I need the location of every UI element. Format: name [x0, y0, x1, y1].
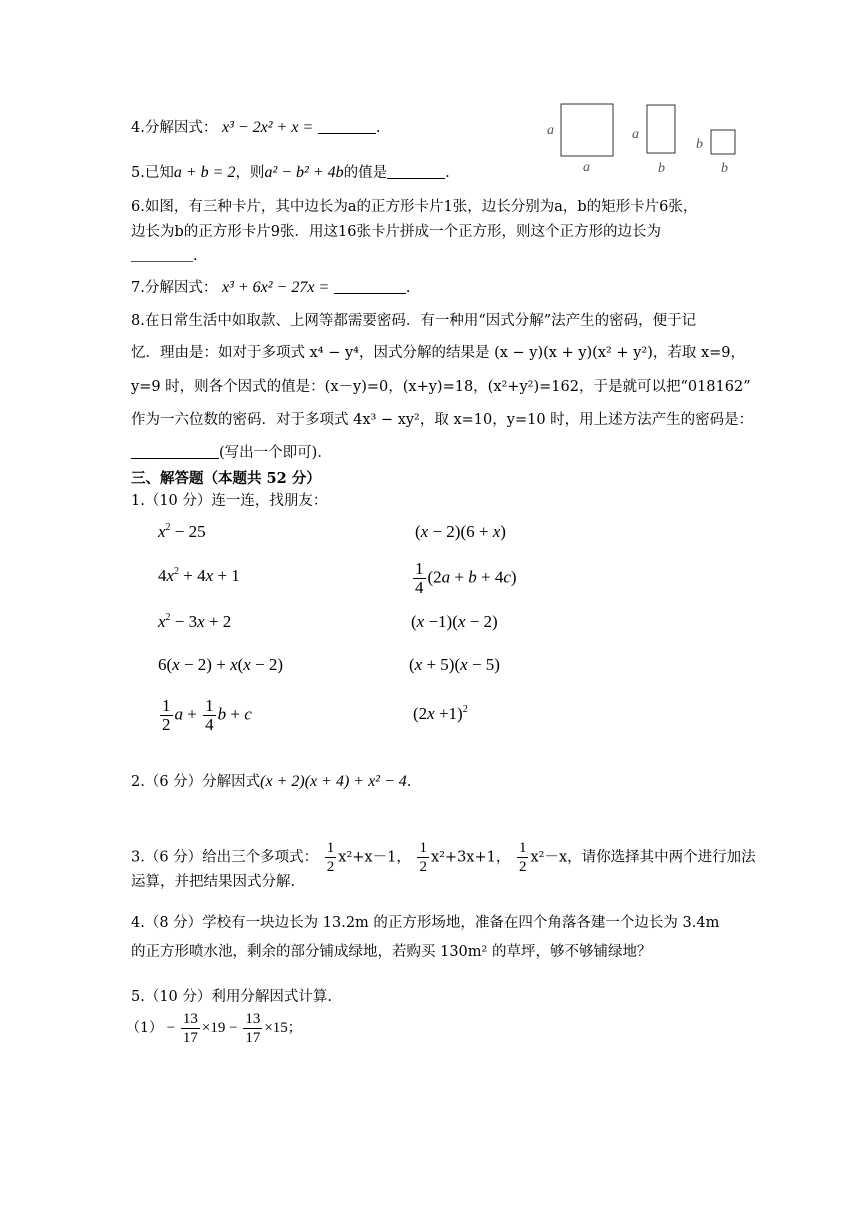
label-b-left: b	[696, 137, 703, 152]
q2: 2.（6 分）分解因式(x + 2)(x + 4) + x² − 4.	[131, 773, 412, 790]
fill-q8-line1: 8.在日常生活中如取款、上网等都需要密码．有一种用“因式分解”法产生的密码，便于记	[131, 313, 697, 329]
fill-q6-line3: .	[131, 246, 198, 266]
fill-q8-line2: 忆．理由是：如对于多项式 x⁴ − y⁴，因式分解的结果是 (x − y)(x + y)(x² + y²)，若取 x=9，	[131, 345, 746, 361]
label-a-left: a	[547, 123, 554, 138]
match-right-4[interactable]: (x + 5)(x − 5)	[409, 655, 500, 674]
label-b-rect: b	[658, 161, 665, 176]
match-right-5[interactable]: $(2x +1)^2$	[413, 704, 468, 723]
rect-card-ab	[647, 105, 675, 153]
label-b-bottom: b	[721, 161, 728, 176]
q4-line2: 的正方形喷水池，剩余的部分铺成绿地，若购买 130m² 的草坪，够不够铺绿地？	[131, 944, 652, 960]
label-a-rect: a	[632, 127, 639, 142]
fill-q5: 5.已知a + b = 2，则a² − b² + 4b的值是 .	[131, 164, 450, 181]
match-left-4[interactable]: 6(x − 2) + x(x − 2)	[158, 655, 284, 674]
answer-blank-q4[interactable]	[318, 119, 376, 134]
fill-q7: 7.分解因式： x³ + 6x² − 27x = .	[131, 279, 411, 296]
match-right-1[interactable]: (x − 2)(6 + x)	[415, 522, 506, 541]
match-left-1[interactable]: $x^2 - 25$	[158, 522, 206, 541]
fill-q4: 4.分解因式： x³ − 2x² + x = .	[131, 119, 381, 136]
q5-title: 5.（10 分）利用分解因式计算.	[131, 989, 333, 1005]
match-left-2[interactable]: $4x^2 + 4x + 1$	[158, 566, 240, 585]
cards-figure	[540, 98, 750, 178]
q5-sub1: （1） − $\frac{13}{17}$ ×19 − $\frac{13}{17}$ ×15；	[126, 1011, 302, 1046]
fill-q6-line2: 边长为b的正方形卡片9张．用这16张卡片拼成一个正方形，则这个正方形的边长为	[131, 224, 661, 240]
fill-q8-line3: y=9 时，则各个因式的值是：(x－y)=0，(x+y)=18，(x²+y²)=162，于是就可以把“018162”	[131, 379, 751, 395]
answer-blank-q8[interactable]	[131, 444, 219, 459]
q3-line1: 3.（6 分）给出三个多项式： $\frac{1}{2}$ x²+x－1， $\frac{1}{2}$ x²+3x+1， $\frac{1}{2}$ x²－x，请你选择其中两个进行加法	[131, 840, 756, 875]
square-card-b	[711, 130, 735, 154]
match-right-2[interactable]: $\frac{1}{4}$ (2a + b + 4c)	[415, 559, 517, 597]
q4-line1: 4.（8 分）学校有一块边长为 13.2m 的正方形场地，准备在四个角落各建一个边长为 3.4m	[131, 915, 720, 931]
match-left-3[interactable]: $x^2 - 3x + 2$	[158, 612, 232, 631]
match-left-5[interactable]: $\frac{1}{2}$ a + $\frac{1}{4}$ b + c	[162, 696, 252, 734]
label-a-bottom: a	[583, 160, 590, 175]
fill-q8-line5: (写出一个即可)．	[131, 443, 332, 463]
q3-line2: 运算，并把结果因式分解.	[131, 874, 296, 890]
q1-title: 1.（10 分）连一连，找朋友：	[131, 493, 328, 509]
answer-blank-q5[interactable]	[387, 164, 445, 179]
answer-blank-q7[interactable]	[334, 279, 406, 294]
section-heading: 三、解答题（本题共 52 分）	[131, 470, 321, 487]
answer-blank-q6[interactable]	[131, 247, 193, 262]
fill-q8-line4: 作为一六位数的密码．对于多项式 4x³ − xy²，取 x=10，y=10 时，用上述方法产生的密码是：	[131, 412, 754, 428]
fill-q6-line1: 6.如图，有三种卡片，其中边长为a的正方形卡片1张，边长分别为a，b的矩形卡片6张，	[131, 199, 698, 215]
square-card-a	[561, 104, 613, 156]
match-right-3[interactable]: (x −1)(x − 2)	[411, 612, 498, 631]
